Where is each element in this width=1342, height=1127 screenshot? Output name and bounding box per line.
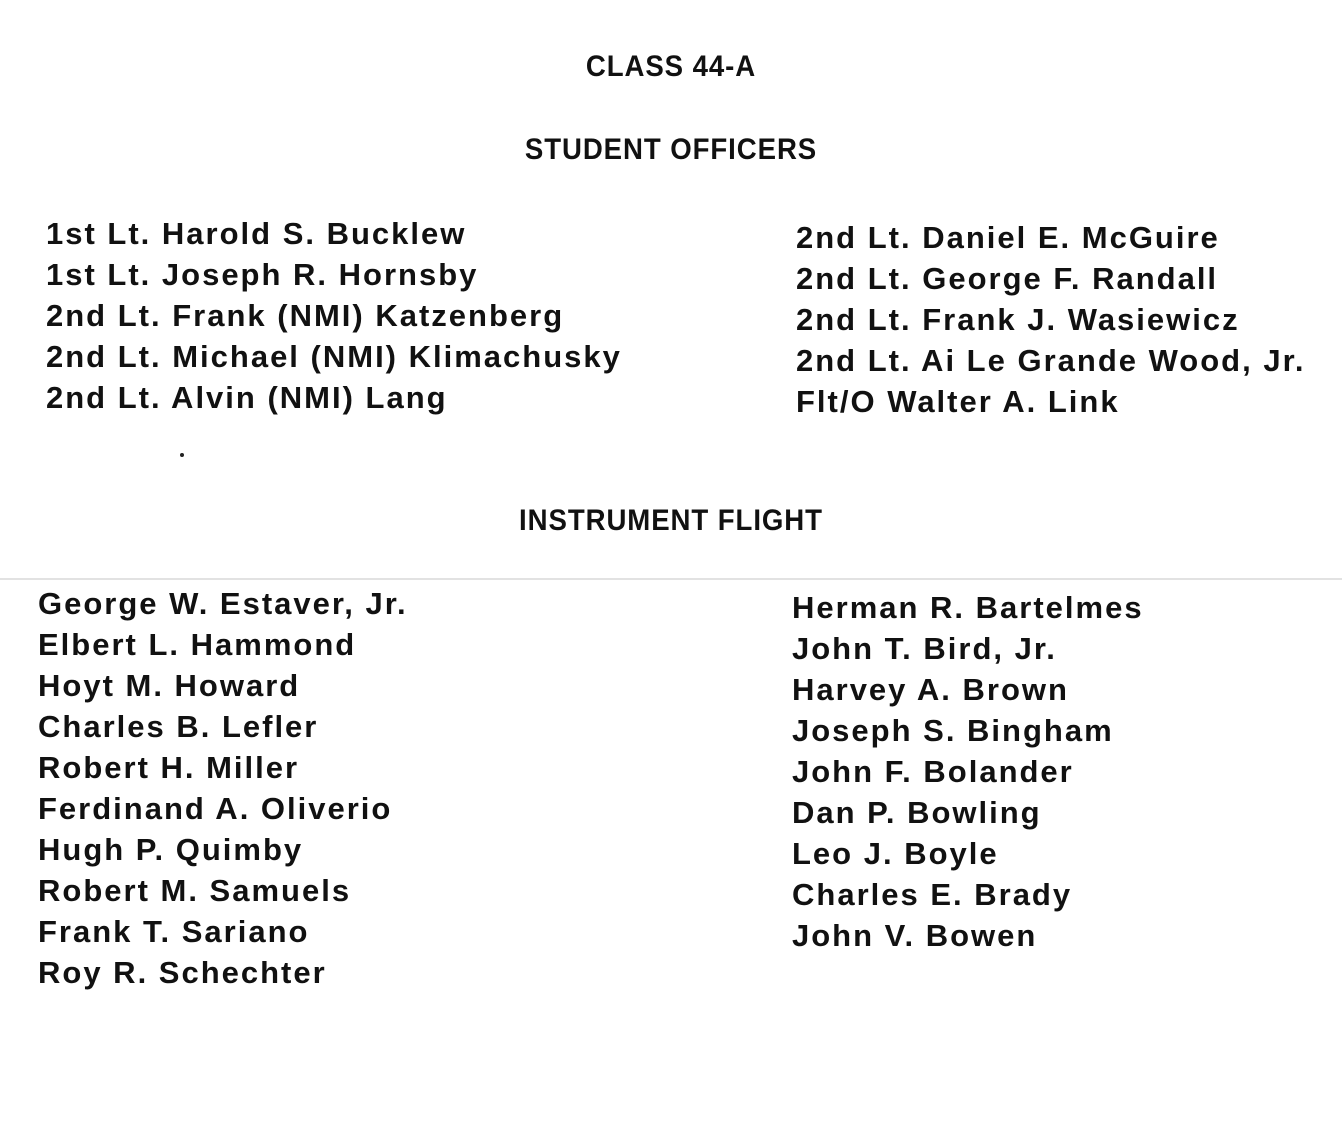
instrument-flight-name: Hugh P. Quimby bbox=[38, 832, 304, 867]
student-officers-left-column bbox=[46, 213, 622, 418]
student-officer-name: 2nd Lt. Michael (NMI) Klimachusky bbox=[46, 339, 622, 374]
student-officers-right-column bbox=[796, 217, 1306, 422]
instrument-flight-name: Joseph S. Bingham bbox=[792, 713, 1114, 748]
instrument-flight-name: Ferdinand A. Oliverio bbox=[38, 791, 393, 826]
student-officer-name: 2nd Lt. Frank J. Wasiewicz bbox=[796, 302, 1240, 337]
page-fold-line bbox=[0, 578, 1342, 580]
instrument-flight-name: Frank T. Sariano bbox=[38, 914, 310, 949]
instrument-flight-name: Leo J. Boyle bbox=[792, 836, 999, 871]
instrument-flight-name: Charles E. Brady bbox=[792, 877, 1073, 912]
student-officer-name: 2nd Lt. Daniel E. McGuire bbox=[796, 220, 1220, 255]
instrument-flight-name: Robert M. Samuels bbox=[38, 873, 352, 908]
instrument-flight-name: Herman R. Bartelmes bbox=[792, 590, 1144, 625]
instrument-flight-name: Harvey A. Brown bbox=[792, 672, 1069, 707]
instrument-flight-name: John T. Bird, Jr. bbox=[792, 631, 1057, 666]
instrument-flight-name: George W. Estaver, Jr. bbox=[38, 586, 408, 621]
student-officer-name: 2nd Lt. Frank (NMI) Katzenberg bbox=[46, 298, 565, 333]
instrument-flight-name: Robert H. Miller bbox=[38, 750, 300, 785]
instrument-flight-heading: INSTRUMENT FLIGHT bbox=[519, 504, 823, 537]
class-title: CLASS 44-A bbox=[585, 50, 757, 83]
instrument-flight-right-column bbox=[792, 587, 1144, 956]
instrument-flight-name: Charles B. Lefler bbox=[38, 709, 319, 744]
instrument-flight-name: Dan P. Bowling bbox=[792, 795, 1042, 830]
student-officer-name: 1st Lt. Joseph R. Hornsby bbox=[46, 257, 479, 292]
instrument-flight-name: John F. Bolander bbox=[792, 754, 1074, 789]
instrument-flight-name: John V. Bowen bbox=[792, 918, 1038, 953]
student-officer-name: 2nd Lt. George F. Randall bbox=[796, 261, 1219, 296]
student-officer-name: 1st Lt. Harold S. Bucklew bbox=[46, 216, 467, 251]
student-officer-name: 2nd Lt. Alvin (NMI) Lang bbox=[46, 380, 448, 415]
instrument-flight-name: Roy R. Schechter bbox=[38, 955, 327, 990]
student-officer-name: 2nd Lt. Ai Le Grande Wood, Jr. bbox=[796, 343, 1306, 378]
instrument-flight-name: Elbert L. Hammond bbox=[38, 627, 357, 662]
instrument-flight-left-column bbox=[38, 583, 408, 993]
instrument-flight-name: Hoyt M. Howard bbox=[38, 668, 301, 703]
stray-dot bbox=[180, 453, 184, 457]
student-officers-heading: STUDENT OFFICERS bbox=[524, 133, 818, 166]
student-officer-name: Flt/O Walter A. Link bbox=[796, 384, 1120, 419]
